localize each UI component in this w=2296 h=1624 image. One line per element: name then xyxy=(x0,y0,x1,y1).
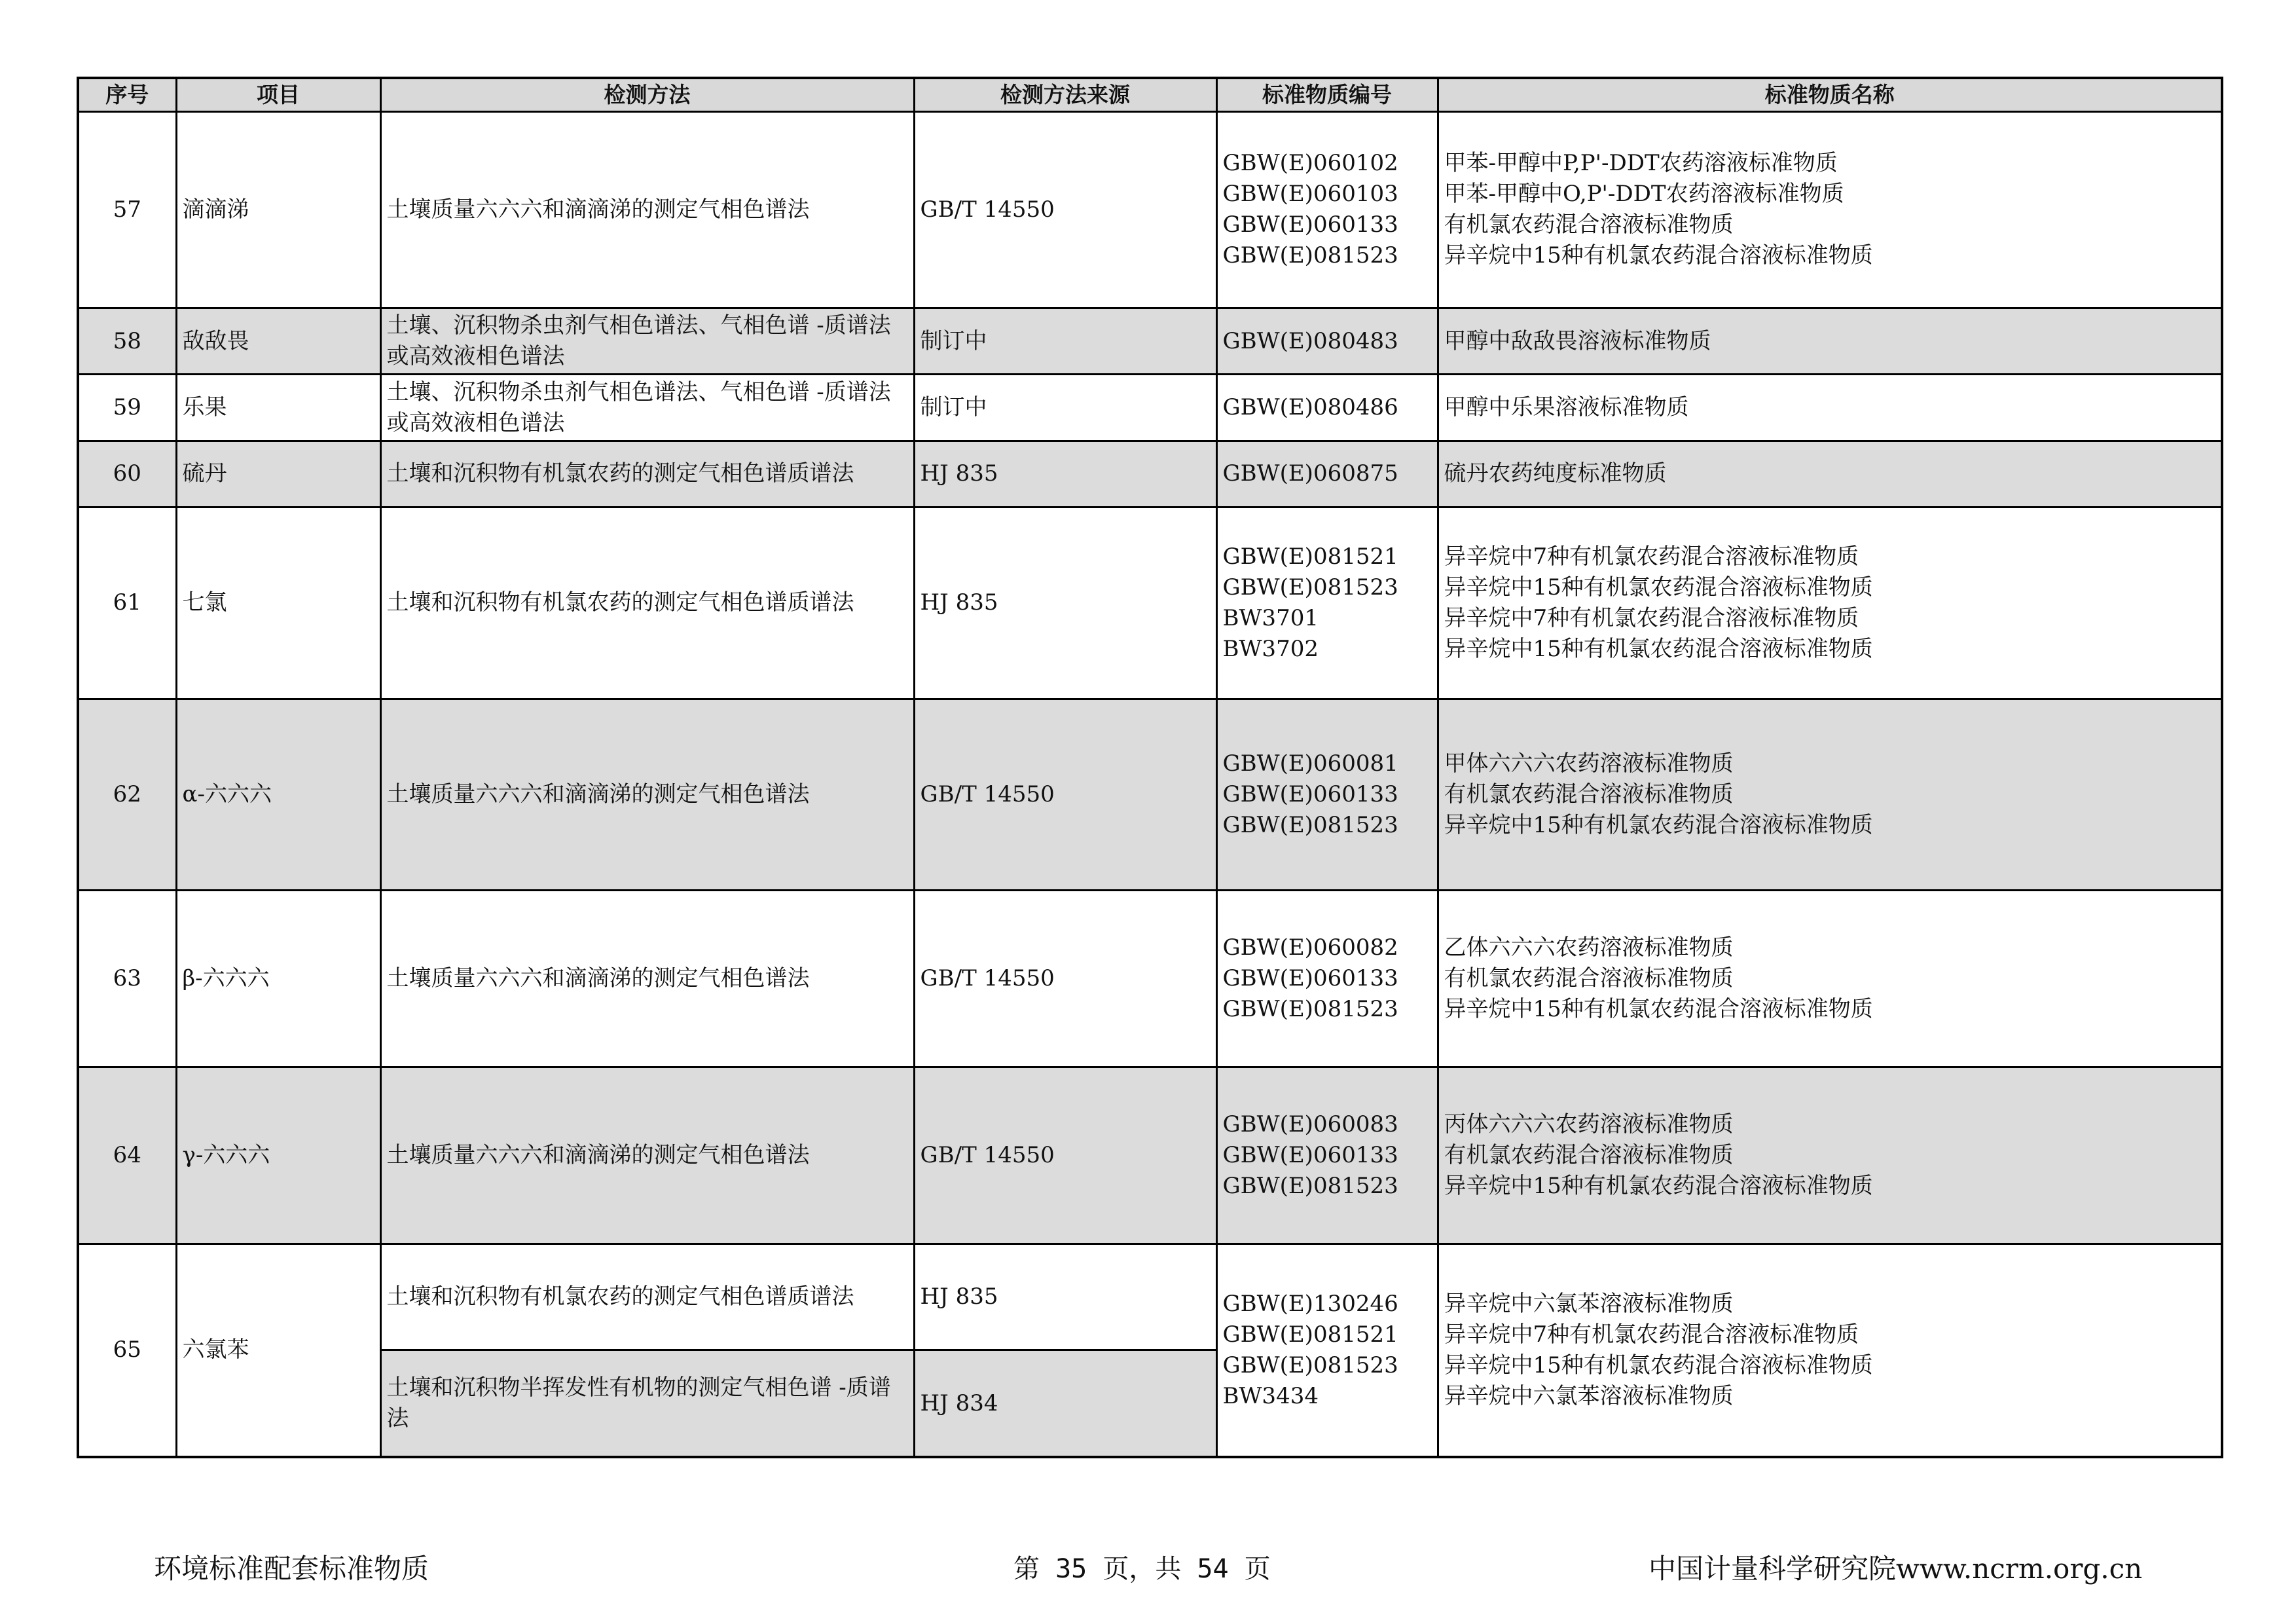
header-code: 标准物质编号 xyxy=(1216,78,1438,111)
page-number: 第 35 页，共 54 页 xyxy=(1013,1554,1271,1584)
row-names xyxy=(1438,308,2222,375)
row-method: 土壤质量六六六和滴滴涕的测定气相色谱法 xyxy=(380,111,914,308)
material-name: 异辛烷中六氯苯溶液标准物质 xyxy=(1444,1382,1734,1409)
row-codes xyxy=(1216,375,1438,441)
row-item: γ-六六六 xyxy=(176,1067,380,1244)
material-name: 丙体六六六农药溶液标准物质 xyxy=(1444,1111,1734,1137)
code: GBW(E)081523 xyxy=(1222,1352,1398,1378)
row-codes xyxy=(1216,111,1438,308)
row-no: 64 xyxy=(78,1067,176,1244)
footer-right: 中国计量科学研究院www.ncrm.org.cn xyxy=(1649,1553,2143,1585)
material-name: 异辛烷中15种有机氯农药混合溶液标准物质 xyxy=(1444,574,1873,600)
row-method-secondary: 土壤和沉积物半挥发性有机物的测定气相色谱 -质谱法 xyxy=(380,1350,914,1458)
standards-table xyxy=(77,77,2223,1458)
row-method: 土壤质量六六六和滴滴涕的测定气相色谱法 xyxy=(380,1067,914,1244)
row-method: 土壤和沉积物有机氯农药的测定气相色谱质谱法 xyxy=(380,507,914,699)
material-name: 硫丹农药纯度标准物质 xyxy=(1444,460,1667,487)
row-no: 60 xyxy=(78,441,176,507)
material-name: 异辛烷中7种有机氯农药混合溶液标准物质 xyxy=(1444,1321,1859,1348)
material-name: 有机氯农药混合溶液标准物质 xyxy=(1444,1141,1734,1168)
row-method: 土壤质量六六六和滴滴涕的测定气相色谱法 xyxy=(380,699,914,891)
row-source-secondary: HJ 834 xyxy=(914,1350,1216,1458)
row-codes xyxy=(1216,1067,1438,1244)
row-item: 六氯苯 xyxy=(176,1244,380,1457)
row-codes xyxy=(1216,1244,1438,1457)
row-method: 土壤和沉积物有机氯农药的测定气相色谱质谱法 xyxy=(380,441,914,507)
row-method: 土壤和沉积物有机氯农药的测定气相色谱质谱法 xyxy=(380,1244,914,1350)
material-name: 有机氯农药混合溶液标准物质 xyxy=(1444,965,1734,992)
header-source: 检测方法来源 xyxy=(914,78,1216,111)
row-item: 滴滴涕 xyxy=(176,111,380,308)
material-name: 有机氯农药混合溶液标准物质 xyxy=(1444,781,1734,807)
material-name: 异辛烷中15种有机氯农药混合溶液标准物质 xyxy=(1444,1352,1873,1378)
row-names xyxy=(1438,441,2222,507)
row-names xyxy=(1438,375,2222,441)
material-name: 乙体六六六农药溶液标准物质 xyxy=(1444,934,1734,961)
code: GBW(E)060083 xyxy=(1222,1111,1398,1137)
material-name: 有机氯农药混合溶液标准物质 xyxy=(1444,212,1734,238)
material-name: 异辛烷中7种有机氯农药混合溶液标准物质 xyxy=(1444,604,1859,631)
code: GBW(E)080483 xyxy=(1222,327,1398,354)
header-method: 检测方法 xyxy=(380,78,914,111)
code: GBW(E)060133 xyxy=(1222,965,1398,992)
table-row xyxy=(78,308,2222,375)
code: GBW(E)081523 xyxy=(1222,574,1398,600)
row-codes xyxy=(1216,507,1438,699)
table-row xyxy=(78,891,2222,1067)
material-name: 异辛烷中六氯苯溶液标准物质 xyxy=(1444,1290,1734,1317)
material-name: 甲醇中乐果溶液标准物质 xyxy=(1444,394,1689,421)
material-name: 异辛烷中15种有机氯农药混合溶液标准物质 xyxy=(1444,811,1873,838)
code: GBW(E)060875 xyxy=(1222,460,1398,487)
material-name: 甲醇中敌敌畏溶液标准物质 xyxy=(1444,327,1711,354)
row-no: 63 xyxy=(78,891,176,1067)
row-no: 59 xyxy=(78,375,176,441)
row-names xyxy=(1438,891,2222,1067)
code: GBW(E)081521 xyxy=(1222,543,1398,570)
row-source: HJ 835 xyxy=(914,441,1216,507)
row-method: 土壤、沉积物杀虫剂气相色谱法、气相色谱 -质谱法或高效液相色谱法 xyxy=(380,308,914,375)
table-row xyxy=(78,1244,2222,1350)
row-source: GB/T 14550 xyxy=(914,699,1216,891)
row-names xyxy=(1438,1244,2222,1457)
code: GBW(E)081521 xyxy=(1222,1321,1398,1348)
row-item: 七氯 xyxy=(176,507,380,699)
row-method: 土壤、沉积物杀虫剂气相色谱法、气相色谱 -质谱法或高效液相色谱法 xyxy=(380,375,914,441)
code: GBW(E)130246 xyxy=(1222,1290,1398,1317)
material-name: 异辛烷中15种有机氯农药混合溶液标准物质 xyxy=(1444,1172,1873,1199)
code: BW3701 xyxy=(1222,604,1319,631)
row-names xyxy=(1438,1067,2222,1244)
row-no: 57 xyxy=(78,111,176,308)
table-row xyxy=(78,507,2222,699)
row-no: 61 xyxy=(78,507,176,699)
row-item: 乐果 xyxy=(176,375,380,441)
code: GBW(E)080486 xyxy=(1222,394,1398,421)
row-source: 制订中 xyxy=(914,375,1216,441)
code: GBW(E)060082 xyxy=(1222,934,1398,961)
row-item: α-六六六 xyxy=(176,699,380,891)
code: GBW(E)081523 xyxy=(1222,1172,1398,1199)
material-name: 甲体六六六农药溶液标准物质 xyxy=(1444,750,1734,777)
row-method: 土壤质量六六六和滴滴涕的测定气相色谱法 xyxy=(380,891,914,1067)
row-no: 62 xyxy=(78,699,176,891)
code: BW3434 xyxy=(1222,1382,1319,1409)
material-name: 甲苯-甲醇中O,P'-DDT农药溶液标准物质 xyxy=(1444,181,1844,208)
material-name: 异辛烷中7种有机氯农药混合溶液标准物质 xyxy=(1444,543,1859,570)
header-row xyxy=(78,78,2222,111)
row-codes xyxy=(1216,441,1438,507)
code: GBW(E)081523 xyxy=(1222,996,1398,1023)
material-name: 甲苯-甲醇中P,P'-DDT农药溶液标准物质 xyxy=(1444,150,1838,177)
code: GBW(E)081523 xyxy=(1222,811,1398,838)
row-names xyxy=(1438,699,2222,891)
table-row xyxy=(78,111,2222,308)
code: GBW(E)081523 xyxy=(1222,242,1398,269)
footer-left: 环境标准配套标准物质 xyxy=(154,1553,429,1585)
code: GBW(E)060133 xyxy=(1222,1141,1398,1168)
row-source: HJ 835 xyxy=(914,1244,1216,1350)
row-no: 65 xyxy=(78,1244,176,1457)
row-source: GB/T 14550 xyxy=(914,111,1216,308)
row-item: 硫丹 xyxy=(176,441,380,507)
row-item: β-六六六 xyxy=(176,891,380,1067)
code: GBW(E)060102 xyxy=(1222,150,1398,177)
material-name: 异辛烷中15种有机氯农药混合溶液标准物质 xyxy=(1444,635,1873,662)
table-row xyxy=(78,375,2222,441)
header-name: 标准物质名称 xyxy=(1438,78,2222,111)
material-name: 异辛烷中15种有机氯农药混合溶液标准物质 xyxy=(1444,996,1873,1023)
code: GBW(E)060081 xyxy=(1222,750,1398,777)
row-codes xyxy=(1216,308,1438,375)
table-row xyxy=(78,1067,2222,1244)
header-no: 序号 xyxy=(78,78,176,111)
row-source: GB/T 14550 xyxy=(914,891,1216,1067)
row-source: 制订中 xyxy=(914,308,1216,375)
code: GBW(E)060133 xyxy=(1222,781,1398,807)
table-row xyxy=(78,699,2222,891)
row-no: 58 xyxy=(78,308,176,375)
material-name: 异辛烷中15种有机氯农药混合溶液标准物质 xyxy=(1444,242,1873,269)
code: GBW(E)060103 xyxy=(1222,181,1398,208)
row-names xyxy=(1438,111,2222,308)
row-codes xyxy=(1216,891,1438,1067)
code: BW3702 xyxy=(1222,635,1319,662)
header-item: 项目 xyxy=(176,78,380,111)
row-source: HJ 835 xyxy=(914,507,1216,699)
row-codes xyxy=(1216,699,1438,891)
row-names xyxy=(1438,507,2222,699)
row-source: GB/T 14550 xyxy=(914,1067,1216,1244)
table-row xyxy=(78,441,2222,507)
code: GBW(E)060133 xyxy=(1222,212,1398,238)
row-item: 敌敌畏 xyxy=(176,308,380,375)
